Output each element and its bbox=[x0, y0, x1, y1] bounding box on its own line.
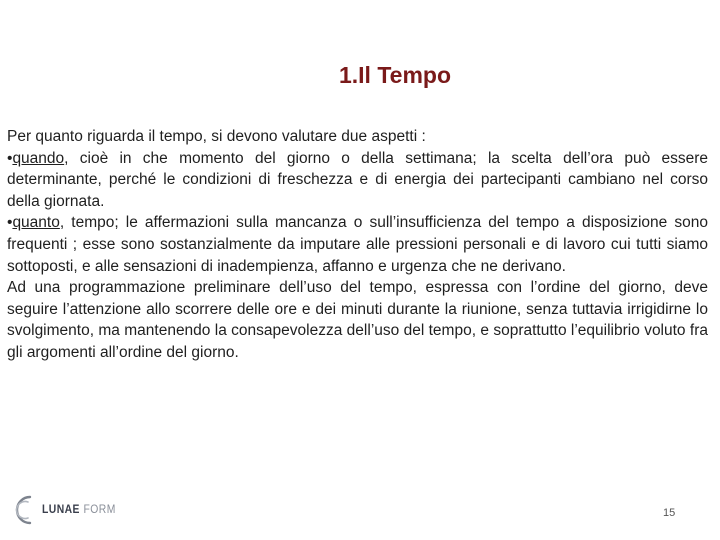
term-quanto: quanto bbox=[12, 214, 60, 232]
bullet-marker: • bbox=[7, 214, 13, 232]
closing-paragraph bbox=[7, 277, 708, 363]
crescent-moon-icon bbox=[12, 494, 40, 526]
bullet-text: , cioè in che momento del giorno o della settimana; la scelta dell’ora può essere determinante, perché le condizioni di freschezza e di energia dei partecipanti cambiano nel corso della giornata. bbox=[7, 149, 708, 210]
bullet-quando bbox=[7, 148, 708, 213]
slide-title: 1.Il Tempo bbox=[338, 62, 452, 88]
term-quando: quando bbox=[12, 149, 65, 167]
paragraph-text: Per quanto riguarda il tempo, si devono valutare due aspetti : bbox=[7, 128, 426, 145]
bullet-marker: • bbox=[7, 149, 13, 167]
logo-word-lunae: LUNAE bbox=[42, 504, 80, 516]
bullet-quanto bbox=[7, 212, 708, 277]
logo-word-form: FORM bbox=[83, 504, 116, 516]
paragraph-text: Ad una programmazione preliminare dell’uso del tempo, espressa con l’ordine del giorno, deve seguire l’attenzione allo scorrere delle ore e dei minuti durante la riunione, senza tuttavia irrigidirne lo svolgimento, ma mantenendo la consapevolezza dell’uso del tempo, e soprattutto l’equilibrio voluto fra gli argomenti all’ordine del giorno. bbox=[7, 279, 708, 361]
logo-wordmark bbox=[42, 504, 116, 516]
lunae-form-logo bbox=[12, 494, 124, 526]
bullet-text: , tempo; le affermazioni sulla mancanza o sull’insufficienza del tempo a disposizione sono frequenti ; esse sono sostanzialmente da imputare alle pressioni personali e di lavoro cui tutti siamo sottoposti, e alle sensazioni di inadempienza, affanno e urgenza che ne derivano. bbox=[7, 214, 708, 275]
intro-paragraph bbox=[7, 126, 708, 148]
body-text bbox=[7, 126, 708, 364]
page-number: 15 bbox=[663, 507, 676, 519]
